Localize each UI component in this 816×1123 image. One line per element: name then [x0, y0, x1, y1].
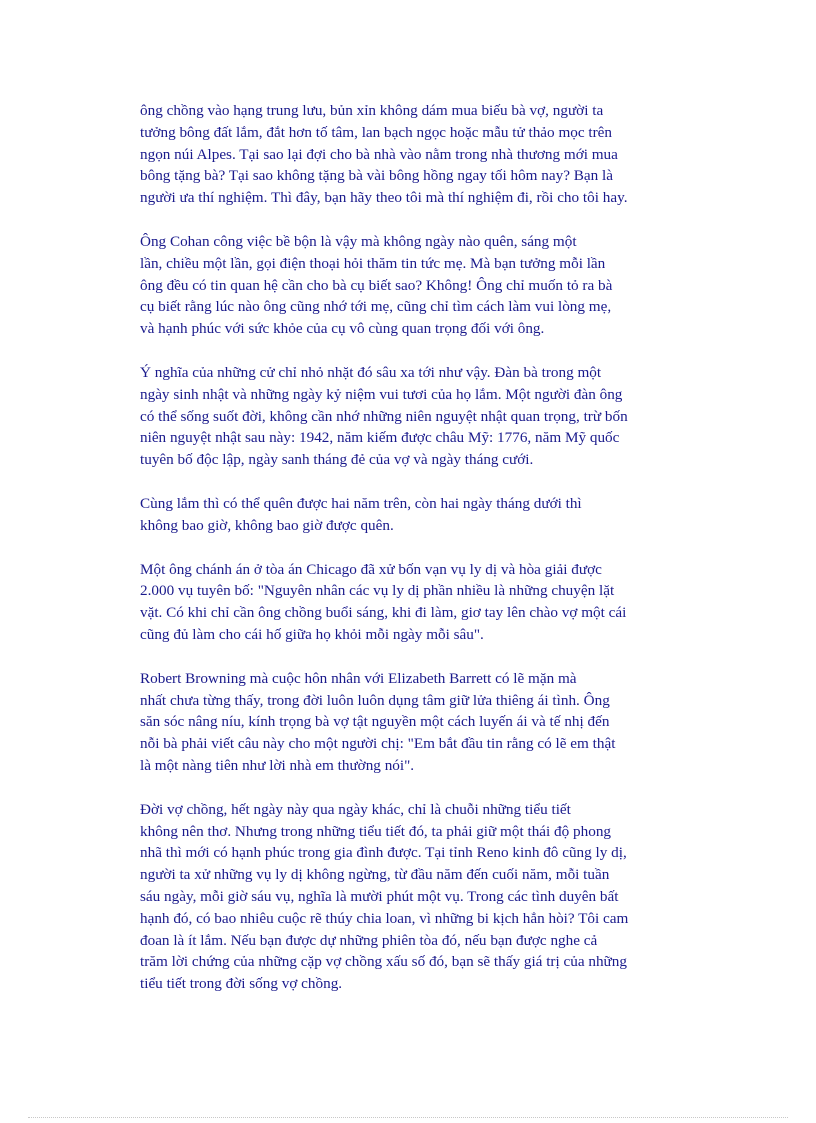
- paragraph: Ông Cohan công việc bề bộn là vậy mà không ngày nào quên, sáng một lần, chiều một lần, gọi điện thoại hỏi thăm tin tức mẹ. Mà bạn tưởng mỗi lần ông đều có tin quan hệ cần cho bà cụ biết sao? Không! Ông chỉ muốn tỏ ra bà cụ biết rằng lúc nào ông cũng nhớ tới mẹ, cũng chỉ tìm cách làm vui lòng mẹ, và hạnh phúc với sức khỏe của cụ vô cùng quan trọng đối với ông.: [140, 232, 613, 338]
- paragraph: ông chồng vào hạng trung lưu, bủn xỉn không dám mua biếu bà vợ, người ta tưởng bông đất lắm, đắt hơn tố tâm, lan bạch ngọc hoặc mẫu tử thảo mọc trên ngọn núi Alpes. Tại sao lại đợi cho bà nhà vào nằm trong nhà thương mới mua bông tặng bà? Tại sao không tặng bà vài bông hồng ngay tối hôm nay? Bạn là người ưa thí nghiệm. Thì đây, bạn hãy theo tôi mà thí nghiệm đi, rồi cho tôi hay.: [140, 102, 628, 207]
- paragraph: Robert Browning mà cuộc hôn nhân với Elizabeth Barrett có lẽ mặn mà nhất chưa từng thấy, trong đời luôn luôn dụng tâm giữ lửa thiêng ái tình. Ông săn sóc nâng níu, kính trọng bà vợ tật nguyền một cách luyến ái và tế nhị đến nỗi bà phải viết câu này cho một người chị: "Em bắt đầu tin rằng có lẽ em thật là một nàng tiên như lời nhà em thường nói".: [140, 669, 616, 774]
- page-bottom-divider: [28, 1117, 788, 1118]
- document-body: [140, 100, 680, 1017]
- paragraph: Đời vợ chồng, hết ngày này qua ngày khác, chỉ là chuỗi những tiểu tiết không nên thơ. Nhưng trong những tiểu tiết đó, ta phải giữ một thái độ phong nhã thì mới có hạnh phúc trong gia đình được. Tại tỉnh Reno kinh đô cũng ly dị, người ta xử những vụ ly dị không ngừng, từ đầu năm đến cuối năm, mỗi tuần sáu ngày, mỗi giờ sáu vụ, nghĩa là mười phút một vụ. Trong các tình duyên bất hạnh đó, có bao nhiêu cuộc rẽ thúy chia loan, vì những bi kịch hẳn hòi? Tôi cam đoan là ít lắm. Nếu bạn được dự những phiên tòa đó, nếu bạn được nghe cả trăm lời chứng của những cặp vợ chồng xấu số đó, bạn sẽ thấy giá trị của những tiểu tiết trong đời sống vợ chồng.: [140, 800, 629, 993]
- paragraph: Ý nghĩa của những cử chỉ nhỏ nhặt đó sâu xa tới như vậy. Đàn bà trong một ngày sinh nhật và những ngày kỷ niệm vui tươi của họ lắm. Một người đàn ông có thể sống suốt đời, không cần nhớ những niên nguyệt nhật quan trọng, trừ bốn niên nguyệt nhật sau này: 1942, năm kiếm được châu Mỹ: 1776, năm Mỹ quốc tuyên bố độc lập, ngày sanh tháng đẻ của vợ và ngày tháng cưới.: [140, 363, 628, 469]
- paragraph: Một ông chánh án ở tòa án Chicago đã xử bốn vạn vụ ly dị và hòa giải được 2.000 vụ tuyên bố: "Nguyên nhân các vụ ly dị phần nhiều là những chuyện lặt vặt. Có khi chỉ cần ông chồng buổi sáng, khi đi làm, giơ tay lên chào vợ một cái cũng đủ làm cho cái hố giữa họ khỏi mỗi ngày mỗi sâu".: [140, 560, 627, 643]
- paragraph: Cùng lắm thì có thể quên được hai năm trên, còn hai ngày tháng dưới thì không bao giờ, không bao giờ được quên.: [140, 494, 582, 534]
